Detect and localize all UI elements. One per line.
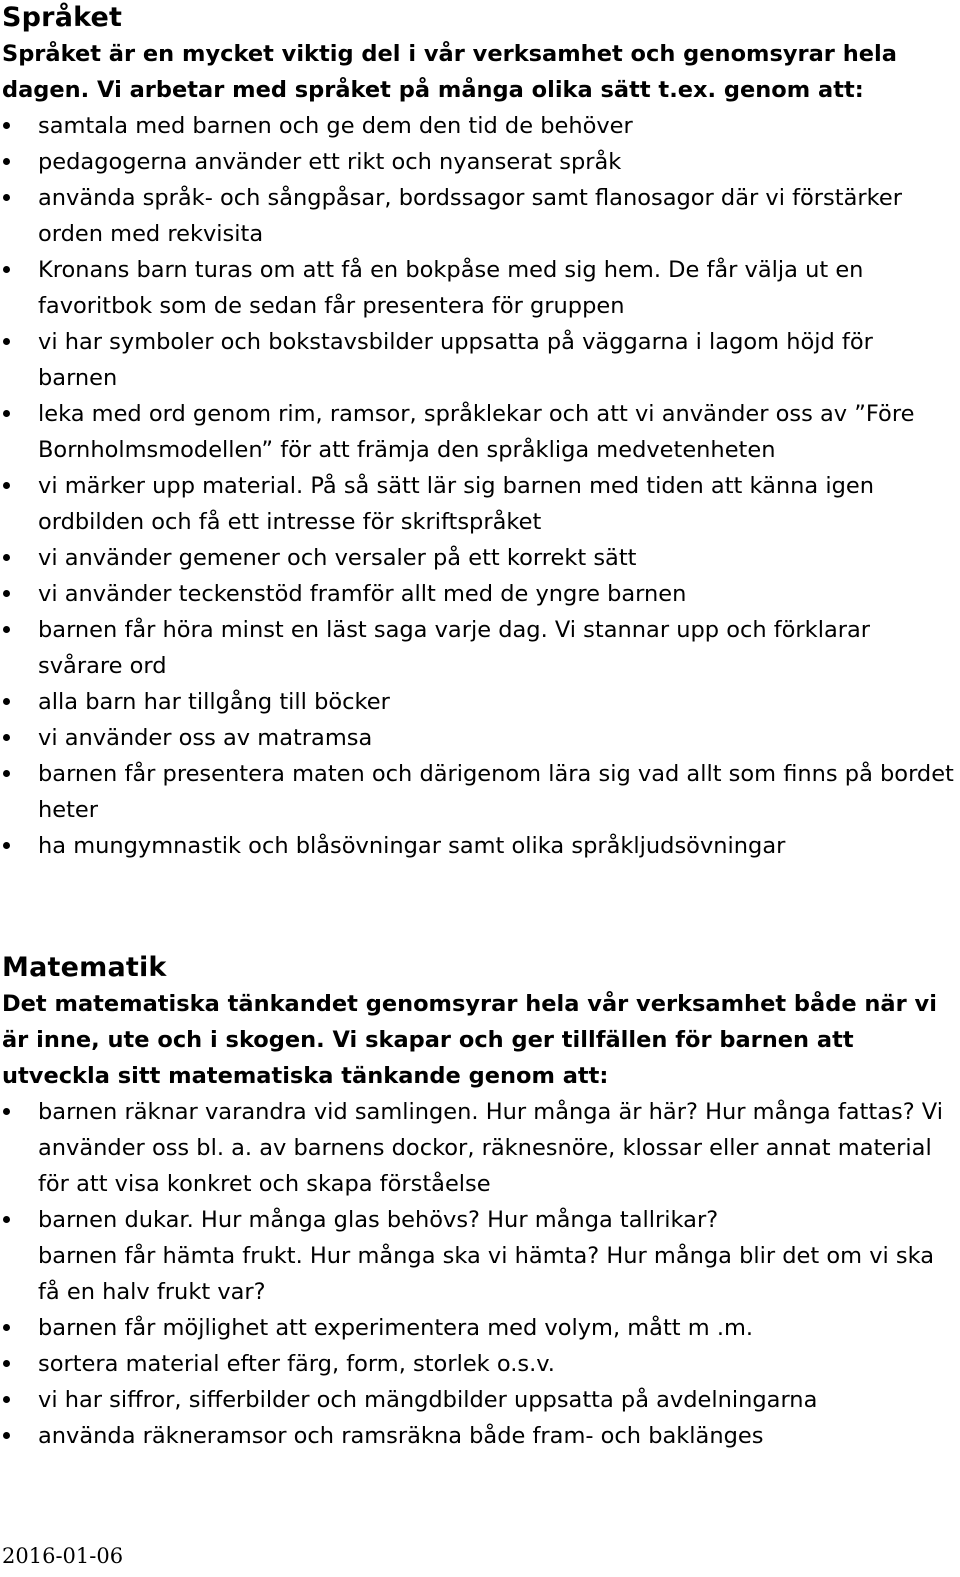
bullet-icon — [3, 842, 10, 849]
list-item: använda räkneramsor och ramsräkna både fram- och baklänges — [0, 1418, 958, 1454]
bullet-icon — [3, 158, 10, 165]
list-item: barnen får möjlighet att experimentera med volym, mått m .m. — [0, 1310, 958, 1346]
section-intro-matematik: Det matematiska tänkandet genomsyrar hela vår verksamhet både när vi är inne, ute och i skogen. Vi skapar och ger tillfällen för barnen att utveckla sitt matematiska tänkande genom att: — [2, 991, 937, 1089]
list-item: använda språk- och sångpåsar, bordssagor samt flanosagor där vi förstärker orden med rekvisita — [0, 180, 958, 252]
list-item: sortera material efter färg, form, storlek o.s.v. — [0, 1346, 958, 1382]
bullet-icon — [3, 1360, 10, 1367]
list-item: barnen får höra minst en läst saga varje dag. Vi stannar upp och förklarar svårare ord — [0, 612, 958, 684]
bullet-list-matematik — [0, 1094, 958, 1454]
list-item: vi använder teckenstöd framför allt med de yngre barnen — [0, 576, 958, 612]
section-intro-sprak: Språket är en mycket viktig del i vår verksamhet och genomsyrar hela dagen. Vi arbetar med språket på många olika sätt t.ex. genom att: — [2, 41, 897, 103]
list-item: leka med ord genom rim, ramsor, språklekar och att vi använder oss av ”Före Bornholmsmodellen” för att främja den språkliga medvetenheten — [0, 396, 958, 468]
bullet-icon — [3, 734, 10, 741]
bullet-icon — [3, 122, 10, 129]
list-item: vi har siffror, sifferbilder och mängdbilder uppsatta på avdelningarna — [0, 1382, 958, 1418]
list-item: ha mungymnastik och blåsövningar samt olika språkljudsövningar — [0, 828, 958, 864]
section-heading-matematik: Matematik — [2, 952, 167, 983]
list-item: vi har symboler och bokstavsbilder uppsatta på väggarna i lagom höjd för barnen — [0, 324, 958, 396]
bullet-icon — [3, 1216, 10, 1223]
bullet-icon — [3, 266, 10, 273]
bullet-icon — [3, 1432, 10, 1439]
bullet-icon — [3, 770, 10, 777]
bullet-icon — [3, 590, 10, 597]
bullet-icon — [3, 554, 10, 561]
bullet-icon — [3, 482, 10, 489]
list-item: samtala med barnen och ge dem den tid de behöver — [0, 108, 958, 144]
bullet-icon — [3, 410, 10, 417]
list-item: alla barn har tillgång till böcker — [0, 684, 958, 720]
list-item: Kronans barn turas om att få en bokpåse med sig hem. De får välja ut en favoritbok som de sedan får presentera för gruppen — [0, 252, 958, 324]
section-heading-sprak: Språket — [2, 2, 123, 33]
bullet-icon — [3, 1108, 10, 1115]
list-item: barnen räknar varandra vid samlingen. Hur många är här? Hur många fattas? Vi använder oss bl. a. av barnens dockor, räknesnöre, klossar eller annat material för att visa konkret och skapa förståelse — [0, 1094, 958, 1202]
bullet-icon — [3, 1396, 10, 1403]
list-item: barnen får hämta frukt. Hur många ska vi hämta? Hur många blir det om vi ska få en halv frukt var? — [38, 1243, 935, 1305]
list-item: vi använder oss av matramsa — [0, 720, 958, 756]
section-matematik — [0, 950, 958, 1454]
list-item: vi använder gemener och versaler på ett korrekt sätt — [0, 540, 958, 576]
list-item: barnen får presentera maten och därigenom lära sig vad allt som finns på bordet heter — [0, 756, 958, 828]
bullet-icon — [3, 698, 10, 705]
bullet-icon — [3, 1324, 10, 1331]
bullet-icon — [3, 626, 10, 633]
bullet-icon — [3, 194, 10, 201]
list-item: barnen dukar. Hur många glas behövs? Hur många tallrikar? — [0, 1202, 958, 1238]
bullet-icon — [3, 338, 10, 345]
footer-date: 2016-01-06 — [2, 1544, 124, 1568]
list-item: vi märker upp material. På så sätt lär sig barnen med tiden att känna igen ordbilden och få ett intresse för skriftspråket — [0, 468, 958, 540]
bullet-list-sprak — [0, 108, 958, 864]
list-item: pedagogerna använder ett rikt och nyanserat språk — [0, 144, 958, 180]
